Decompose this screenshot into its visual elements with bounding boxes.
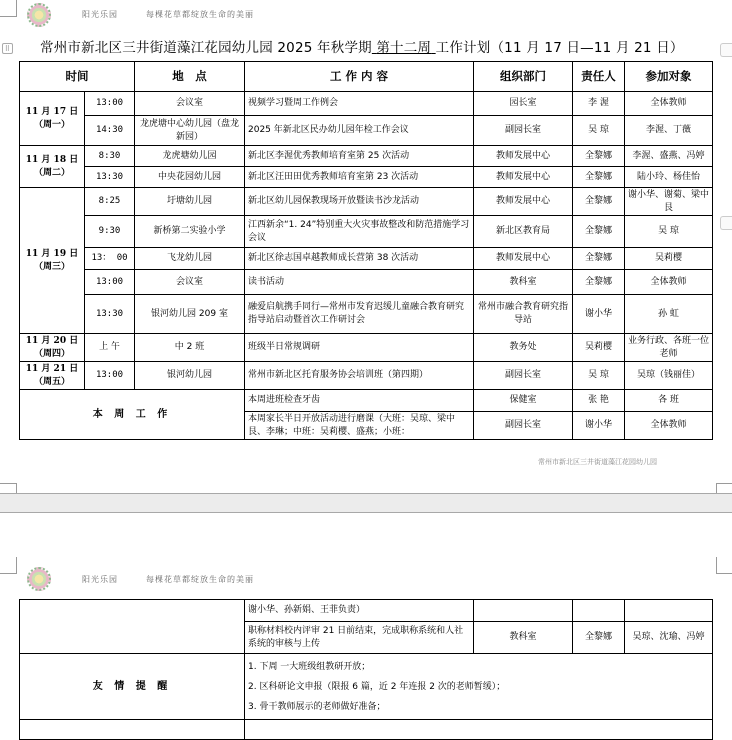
time-cell: 8:25 [85,188,135,216]
document-page-2 [0,513,732,729]
date-cell-mon: 11 月 17 日 （周一） [20,92,85,146]
title-week: 第十二周 [376,40,432,56]
header-motto-right: 每棵花草都绽放生命的美丽 [146,575,254,584]
owner-cell: 全黎娜 [573,270,625,295]
time-cell: 13： 00 [85,248,135,270]
table-row [20,362,713,390]
dept-cell: 教务处 [474,334,573,362]
content-cell: 新北区徐志国卓越教师成长营第 38 次活动 [245,248,474,270]
header-motto-left: 阳光乐园 [82,10,118,19]
participants-cell: 全体教师 [625,92,713,116]
owner-cell: 吴莉樱 [573,334,625,362]
time-cell: 14:30 [85,116,135,146]
dept-cell: 教师发展中心 [474,248,573,270]
participants-cell: 全体教师 [625,412,713,440]
content-cell: 江西新余“1. 24”特别重大火灾事故整改和防范措施学习会议 [245,216,474,248]
content-cell: 新北区汪田田优秀教师培育室第 23 次活动 [245,167,474,188]
place-cell: 龙虎塘中心幼儿园（盘龙新园） [135,116,245,146]
date-cell-tue: 11 月 18 日 （周二） [20,146,85,188]
participants-cell: 陆小玲、杨佳怡 [625,167,713,188]
owner-cell: 全黎娜 [573,167,625,188]
participants-cell: 李渥、盛燕、冯婷 [625,146,713,167]
place-cell: 银河幼儿园 209 室 [135,295,245,334]
owner-cell: 全黎娜 [573,622,625,654]
dept-cell: 教师发展中心 [474,167,573,188]
owner-cell: 全黎娜 [573,248,625,270]
participants-cell: 全体教师 [625,270,713,295]
reminder-row [20,654,713,720]
side-panel-tab-2[interactable] [720,216,732,230]
place-cell: 新桥第二实验小学 [135,216,245,248]
owner-cell: 谢小华 [573,295,625,334]
table-row [20,248,713,270]
header-motto-right: 每棵花草都绽放生命的美丽 [146,10,254,19]
participants-cell: 谢小华、谢菊、梁中艮 [625,188,713,216]
table-move-handle-icon[interactable]: ⠿ [2,43,13,54]
dept-cell: 园长室 [474,92,573,116]
dept-cell: 教师发展中心 [474,146,573,167]
page-footer: 常州市新北区三井街道藻江花园幼儿园 [538,458,657,466]
kindergarten-logo-icon [27,567,51,591]
table-row-partial [20,720,713,740]
place-cell: 银河幼儿园 [135,362,245,390]
owner-cell: 张 艳 [573,390,625,412]
content-cell: 融爱启航携手同行—常州市发育迟缓儿童融合教育研究指导站启动暨首次工作研讨会 [245,295,474,334]
table-row [20,295,713,334]
dept-cell: 副园长室 [474,412,573,440]
header-dept: 组织部门 [474,62,573,92]
header-time: 时间 [20,62,135,92]
place-cell: 会议室 [135,92,245,116]
reminder-item: 3. 骨干教师展示的老师做好准备； [248,701,386,712]
reminder-label: 友 情 提 醒 [20,654,245,720]
time-cell: 上 午 [85,334,135,362]
title-prefix: 常州市新北区三井街道藻江花园幼儿园 2025 年秋学期 [40,40,372,56]
content-cell: 本周家长半日开放活动进行磨课（大班：吴琼、梁中艮、李琳；中班：吴莉樱、盛燕；小班： [245,412,474,440]
content-cell: 谢小华、孙新娟、王菲负责） [245,600,474,622]
participants-cell: 吴莉樱 [625,248,713,270]
time-cell: 13:00 [85,270,135,295]
content-cell: 读书活动 [245,270,474,295]
date-cell-fri: 11 月 21 日 （周五） [20,362,85,390]
weekly-plan-table [19,61,713,440]
dept-cell: 常州市融合教育研究指导站 [474,295,573,334]
dept-cell [474,600,573,622]
dept-cell: 副园长室 [474,362,573,390]
dept-cell: 教科室 [474,622,573,654]
content-cell: 班级半日常规调研 [245,334,474,362]
reminder-item: 1. 下周 一大班级组教研开放； [248,661,371,672]
page-gap [0,493,732,513]
content-cell: 常州市新北区托育服务协会培训班（第四期） [245,362,474,390]
header-motto-left: 阳光乐园 [82,575,118,584]
participants-cell: 吴 琼 [625,216,713,248]
owner-cell: 全黎娜 [573,216,625,248]
table-row [20,600,713,622]
place-cell: 中央花园幼儿园 [135,167,245,188]
weekly-work-label-cont [20,600,245,654]
owner-cell: 全黎娜 [573,188,625,216]
content-cell: 本周进班检查牙齿 [245,390,474,412]
crop-mark-top-right [716,557,732,574]
owner-cell [573,600,625,622]
side-panel-tab[interactable] [720,43,732,57]
participants-cell [625,600,713,622]
empty-cell [20,720,245,740]
owner-cell: 李 渥 [573,92,625,116]
owner-cell: 吴 琼 [573,116,625,146]
time-cell: 9:30 [85,216,135,248]
participants-cell: 各 班 [625,390,713,412]
table-row [20,216,713,248]
content-cell: 视频学习暨周工作例会 [245,92,474,116]
dept-cell: 教师发展中心 [474,188,573,216]
table-row [20,116,713,146]
content-cell: 职称材料校内评审 21 日前结束，完成职称系统和人社系统的审核与上传 [245,622,474,654]
time-cell: 13:00 [85,362,135,390]
owner-cell: 全黎娜 [573,146,625,167]
header-participants: 参加对象 [625,62,713,92]
dept-cell: 教科室 [474,270,573,295]
kindergarten-logo-icon [27,3,51,27]
table-row [20,270,713,295]
table-row [20,390,713,412]
participants-cell: 李渥、丁薇 [625,116,713,146]
content-cell: 2025 年新北区民办幼儿园年检工作会议 [245,116,474,146]
table-row [20,146,713,167]
page-title [40,36,684,56]
weekly-plan-table-continued [19,599,713,740]
date-cell-thu: 11 月 20 日 （周四） [20,334,85,362]
participants-cell: 吴琼（钱丽佳） [625,362,713,390]
table-header-row [20,62,713,92]
table-row [20,188,713,216]
weekly-work-label: 本 周 工 作 [20,390,245,440]
participants-cell: 业务行政、各班一位老师 [625,334,713,362]
crop-mark-top-left [0,557,17,574]
crop-mark-top-left [0,0,17,17]
time-cell: 13:30 [85,167,135,188]
content-cell: 新北区李渥优秀教师培育室第 25 次活动 [245,146,474,167]
time-cell: 8:30 [85,146,135,167]
place-cell: 飞龙幼儿园 [135,248,245,270]
place-cell: 龙虎塘幼儿园 [135,146,245,167]
reminder-item: 2. 区科研论文申报（限报 6 篇，近 2 年连报 2 次的老师暂缓）； [248,681,506,692]
empty-cell [245,720,713,740]
time-cell: 13:00 [85,92,135,116]
dept-cell: 保健室 [474,390,573,412]
reminder-items [245,654,713,720]
participants-cell: 孙 虹 [625,295,713,334]
content-cell: 新北区幼儿园保教现场开放暨读书沙龙活动 [245,188,474,216]
table-row [20,334,713,362]
table-row [20,167,713,188]
header-place: 地 点 [135,62,245,92]
place-cell: 中 2 班 [135,334,245,362]
participants-cell: 吴琼、沈瑜、冯婷 [625,622,713,654]
time-cell: 13:30 [85,295,135,334]
header-owner: 责任人 [573,62,625,92]
header-content: 工 作 内 容 [245,62,474,92]
owner-cell: 吴 琼 [573,362,625,390]
owner-cell: 谢小华 [573,412,625,440]
place-cell: 会议室 [135,270,245,295]
table-row [20,92,713,116]
dept-cell: 副园长室 [474,116,573,146]
place-cell: 圩塘幼儿园 [135,188,245,216]
dept-cell: 新北区教育局 [474,216,573,248]
title-suffix: 工作计划（11 月 17 日—11 月 21 日） [435,40,684,56]
date-cell-wed: 11 月 19 日 （周三） [20,188,85,334]
